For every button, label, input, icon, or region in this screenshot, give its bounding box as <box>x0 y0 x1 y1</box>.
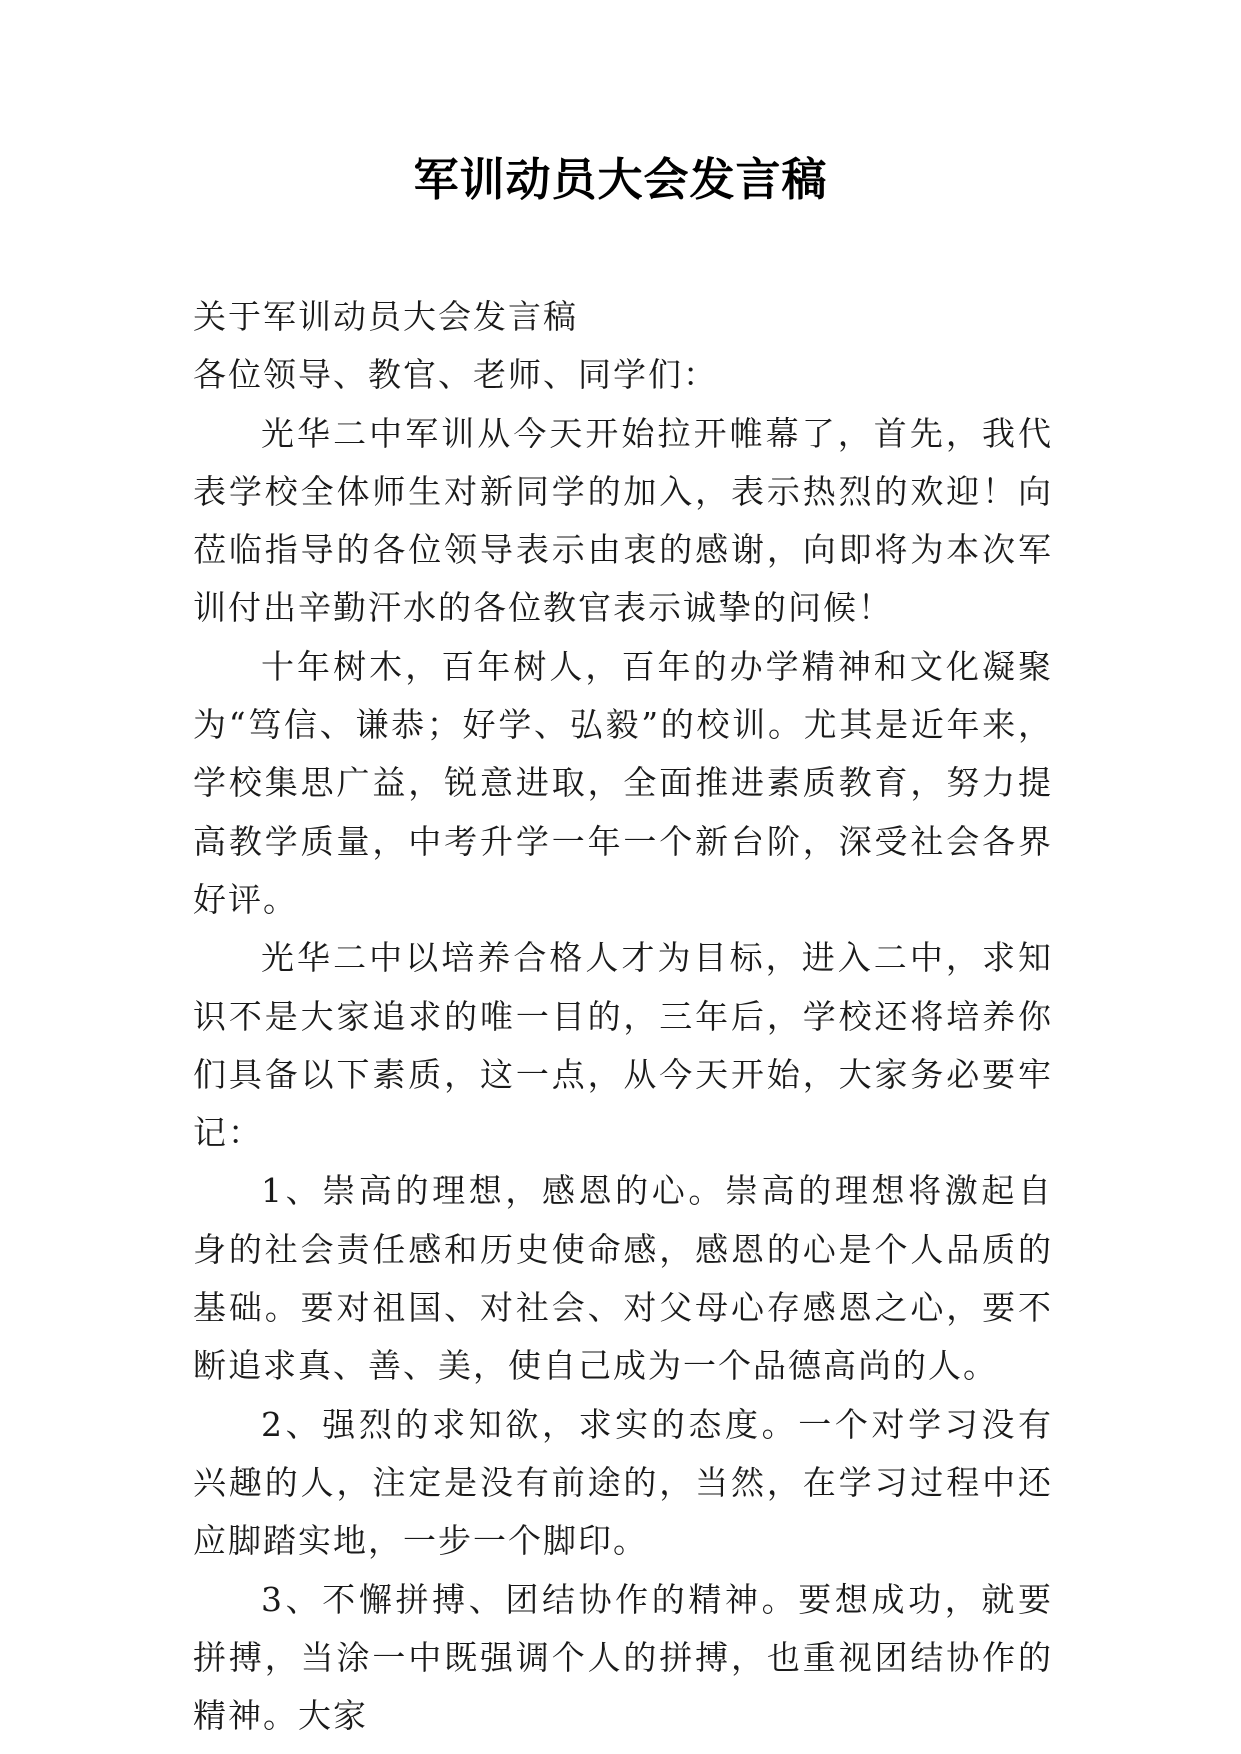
document-subtitle: 关于军训动员大会发言稿 <box>193 297 578 336</box>
paragraph-opening: 光华二中军训从今天开始拉开帷幕了，首先，我代表学校全体师生对新同学的加入，表示热烈的欢迎！向莅临指导的各位领导表示由衷的感谢，向即将为本次军训付出辛勤汗水的各位教官表示诚挚的问候！ <box>193 413 1053 628</box>
document-title: 军训动员大会发言稿 <box>413 153 828 206</box>
paragraph-item-2: 2、强烈的求知欲，求实的态度。一个对学习没有兴趣的人，注定是没有前途的，当然，在学习过程中还应脚踏实地，一步一个脚印。 <box>193 1404 1053 1561</box>
document-body <box>193 288 1053 1745</box>
salutation: 各位领导、教官、老师、同学们： <box>193 355 718 395</box>
paragraph-goals: 光华二中以培养合格人才为目标，进入二中，求知识不是大家追求的唯一目的，三年后，学校还将培养你们具备以下素质，这一点，从今天开始，大家务必要牢记： <box>193 938 1053 1153</box>
paragraph-school-motto: 十年树木，百年树人，百年的办学精神和文化凝聚为“笃信、谦恭；好学、弘毅”的校训。尤其是近年来，学校集思广益，锐意进取，全面推进素质教育，努力提高教学质量，中考升学一年一个新台阶，深受社会各界好评。 <box>193 646 1053 919</box>
paragraph-item-1: 1、崇高的理想，感恩的心。崇高的理想将激起自身的社会责任感和历史使命感，感恩的心是个人品质的基础。要对祖国、对社会、对父母心存感恩之心，要不断追求真、善、美，使自己成为一个品德高尚的人。 <box>193 1171 1053 1386</box>
paragraph-item-3: 3、不懈拼搏、团结协作的精神。要想成功，就要拼搏，当涂一中既强调个人的拼搏，也重视团结协作的精神。大家 <box>193 1579 1053 1736</box>
